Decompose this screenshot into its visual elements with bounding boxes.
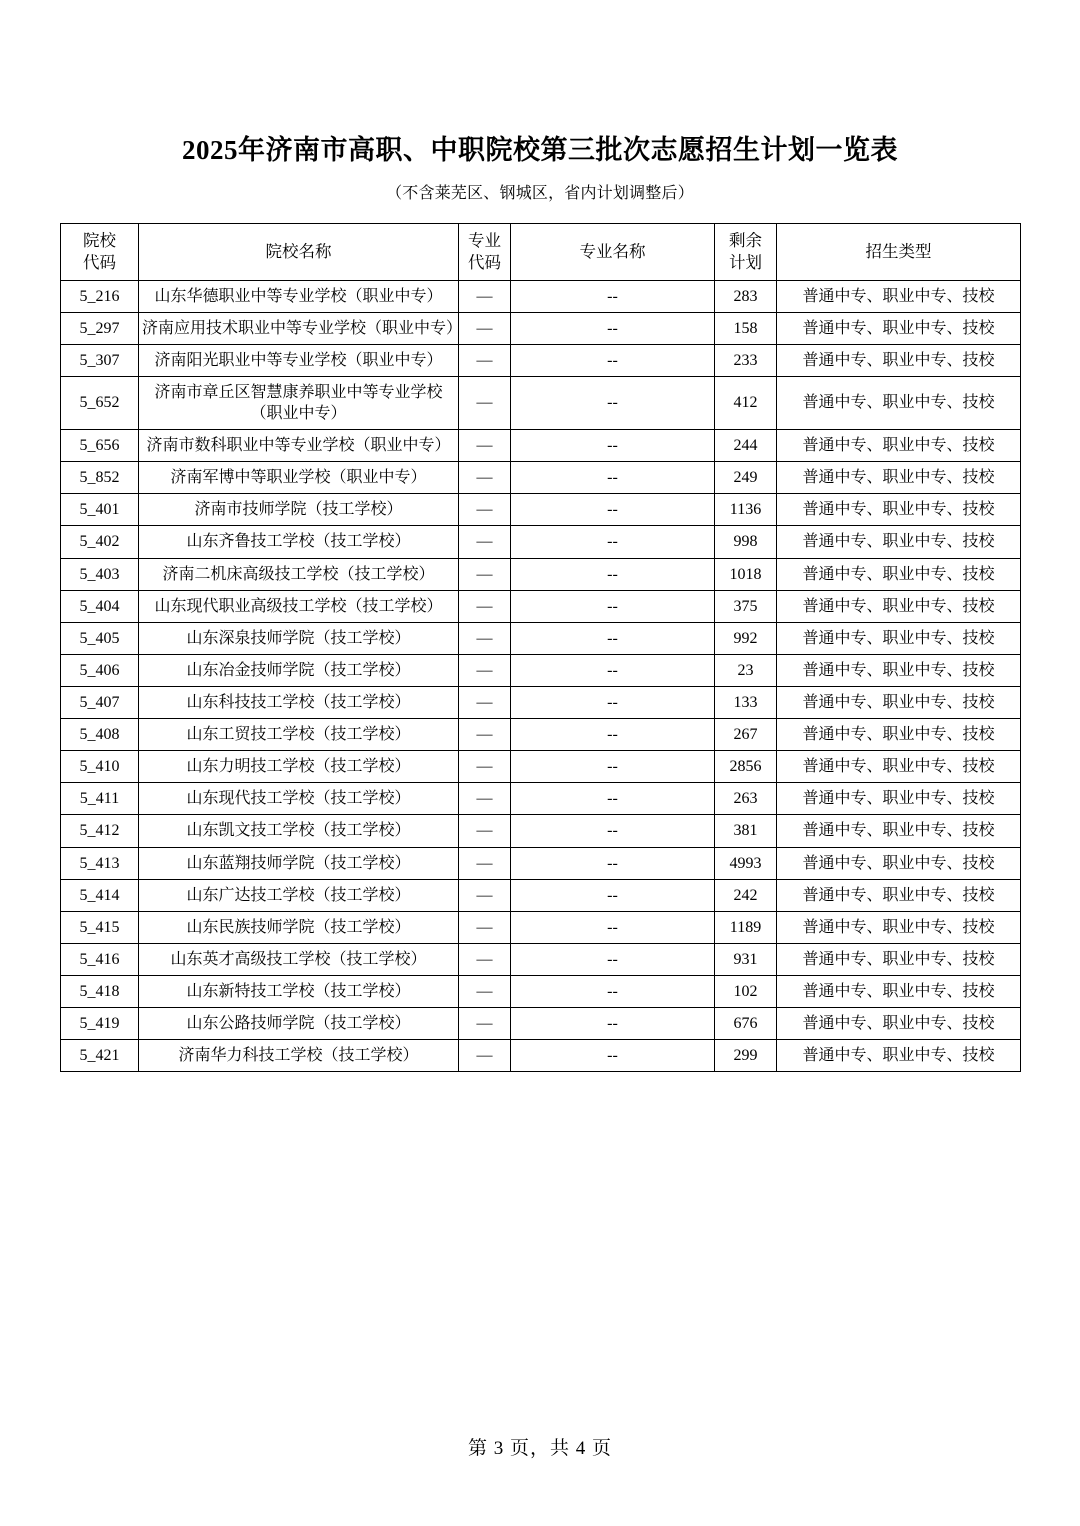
column-header-enroll-type: 招生类型 <box>777 224 1021 281</box>
cell-major-code: — <box>459 1040 511 1072</box>
cell-enroll-type: 普通中专、职业中专、技校 <box>777 526 1021 558</box>
cell-enroll-type: 普通中专、职业中专、技校 <box>777 879 1021 911</box>
cell-major-name: -- <box>511 622 715 654</box>
page-subtitle: （不含莱芜区、钢城区，省内计划调整后） <box>386 185 694 202</box>
cell-school-code: 5_410 <box>61 751 139 783</box>
column-header-major-code-line2: 代码 <box>468 252 501 272</box>
column-header-major-code <box>459 224 511 281</box>
cell-enroll-type: 普通中专、职业中专、技校 <box>777 654 1021 686</box>
cell-school-name: 济南应用技术职业中等专业学校（职业中专） <box>139 312 459 344</box>
cell-school-code: 5_412 <box>61 815 139 847</box>
cell-major-code: — <box>459 719 511 751</box>
cell-school-name: 济南军博中等职业学校（职业中专） <box>139 462 459 494</box>
table-row <box>61 376 1021 429</box>
cell-remaining-plan: 381 <box>715 815 777 847</box>
table-row <box>61 686 1021 718</box>
cell-school-name: 山东深泉技师学院（技工学校） <box>139 622 459 654</box>
cell-major-name: -- <box>511 590 715 622</box>
cell-major-name: -- <box>511 1008 715 1040</box>
cell-major-name: -- <box>511 344 715 376</box>
cell-remaining-plan: 1018 <box>715 558 777 590</box>
cell-school-code: 5_406 <box>61 654 139 686</box>
table-row <box>61 280 1021 312</box>
cell-enroll-type: 普通中专、职业中专、技校 <box>777 462 1021 494</box>
cell-enroll-type: 普通中专、职业中专、技校 <box>777 430 1021 462</box>
cell-major-name: -- <box>511 494 715 526</box>
cell-major-name: -- <box>511 975 715 1007</box>
table-row <box>61 847 1021 879</box>
cell-remaining-plan: 249 <box>715 462 777 494</box>
cell-school-code: 5_419 <box>61 1008 139 1040</box>
cell-major-code: — <box>459 815 511 847</box>
enrollment-plan-table <box>60 223 1021 1072</box>
cell-remaining-plan: 998 <box>715 526 777 558</box>
table-row <box>61 430 1021 462</box>
cell-school-name: 山东现代技工学校（技工学校） <box>139 783 459 815</box>
cell-school-name: 山东齐鲁技工学校（技工学校） <box>139 526 459 558</box>
cell-school-code: 5_852 <box>61 462 139 494</box>
cell-major-code: — <box>459 344 511 376</box>
column-header-major-name: 专业名称 <box>511 224 715 281</box>
cell-school-name: 济南阳光职业中等专业学校（职业中专） <box>139 344 459 376</box>
table-row <box>61 622 1021 654</box>
column-header-school-code-line2: 代码 <box>83 252 116 272</box>
cell-major-code: — <box>459 911 511 943</box>
cell-enroll-type: 普通中专、职业中专、技校 <box>777 751 1021 783</box>
table-row <box>61 815 1021 847</box>
table-row <box>61 879 1021 911</box>
cell-school-code: 5_411 <box>61 783 139 815</box>
cell-remaining-plan: 263 <box>715 783 777 815</box>
cell-major-code: — <box>459 462 511 494</box>
cell-remaining-plan: 299 <box>715 1040 777 1072</box>
cell-major-code: — <box>459 1008 511 1040</box>
cell-enroll-type: 普通中专、职业中专、技校 <box>777 783 1021 815</box>
cell-enroll-type: 普通中专、职业中专、技校 <box>777 719 1021 751</box>
column-header-school-name: 院校名称 <box>139 224 459 281</box>
cell-school-code: 5_307 <box>61 344 139 376</box>
cell-major-name: -- <box>511 526 715 558</box>
cell-school-code: 5_407 <box>61 686 139 718</box>
cell-remaining-plan: 992 <box>715 622 777 654</box>
cell-major-name: -- <box>511 911 715 943</box>
cell-major-name: -- <box>511 686 715 718</box>
table-row <box>61 751 1021 783</box>
cell-school-name: 山东凯文技工学校（技工学校） <box>139 815 459 847</box>
cell-school-name: 济南市章丘区智慧康养职业中等专业学校（职业中专） <box>139 376 459 429</box>
table-row <box>61 719 1021 751</box>
cell-enroll-type: 普通中专、职业中专、技校 <box>777 911 1021 943</box>
cell-school-name: 山东科技技工学校（技工学校） <box>139 686 459 718</box>
column-header-major-code-line1: 专业 <box>468 231 501 250</box>
cell-major-name: -- <box>511 719 715 751</box>
cell-school-name: 山东民族技师学院（技工学校） <box>139 911 459 943</box>
page-footer: 第 3 页，共 4 页 <box>467 1438 612 1459</box>
cell-remaining-plan: 267 <box>715 719 777 751</box>
cell-school-name: 山东冶金技师学院（技工学校） <box>139 654 459 686</box>
column-header-school-code-line1: 院校 <box>83 231 116 250</box>
table-row <box>61 1008 1021 1040</box>
page-title: 2025年济南市高职、中职院校第三批次志愿招生计划一览表 <box>182 135 898 165</box>
column-header-remaining-line2: 计划 <box>729 252 762 272</box>
cell-major-name: -- <box>511 654 715 686</box>
table-row <box>61 344 1021 376</box>
cell-school-name: 济南市技师学院（技工学校） <box>139 494 459 526</box>
cell-school-name: 济南二机床高级技工学校（技工学校） <box>139 558 459 590</box>
cell-school-name: 山东新特技工学校（技工学校） <box>139 975 459 1007</box>
cell-major-code: — <box>459 686 511 718</box>
cell-major-name: -- <box>511 879 715 911</box>
table-row <box>61 590 1021 622</box>
cell-school-name: 山东英才高级技工学校（技工学校） <box>139 943 459 975</box>
cell-remaining-plan: 412 <box>715 376 777 429</box>
cell-school-code: 5_404 <box>61 590 139 622</box>
table-row <box>61 975 1021 1007</box>
cell-remaining-plan: 375 <box>715 590 777 622</box>
cell-school-code: 5_415 <box>61 911 139 943</box>
cell-school-code: 5_413 <box>61 847 139 879</box>
cell-remaining-plan: 1189 <box>715 911 777 943</box>
cell-school-name: 山东现代职业高级技工学校（技工学校） <box>139 590 459 622</box>
cell-remaining-plan: 133 <box>715 686 777 718</box>
cell-enroll-type: 普通中专、职业中专、技校 <box>777 1040 1021 1072</box>
cell-major-name: -- <box>511 280 715 312</box>
table-body <box>61 280 1021 1072</box>
cell-school-name: 济南市数科职业中等专业学校（职业中专） <box>139 430 459 462</box>
cell-major-code: — <box>459 430 511 462</box>
cell-major-code: — <box>459 494 511 526</box>
cell-remaining-plan: 23 <box>715 654 777 686</box>
cell-enroll-type: 普通中专、职业中专、技校 <box>777 1008 1021 1040</box>
cell-major-code: — <box>459 558 511 590</box>
cell-remaining-plan: 4993 <box>715 847 777 879</box>
cell-major-code: — <box>459 654 511 686</box>
cell-enroll-type: 普通中专、职业中专、技校 <box>777 975 1021 1007</box>
cell-school-code: 5_216 <box>61 280 139 312</box>
column-header-school-code <box>61 224 139 281</box>
cell-school-code: 5_405 <box>61 622 139 654</box>
column-header-remaining <box>715 224 777 281</box>
cell-remaining-plan: 1136 <box>715 494 777 526</box>
cell-school-name: 山东力明技工学校（技工学校） <box>139 751 459 783</box>
cell-major-name: -- <box>511 376 715 429</box>
cell-major-code: — <box>459 751 511 783</box>
cell-remaining-plan: 283 <box>715 280 777 312</box>
table-row <box>61 943 1021 975</box>
cell-remaining-plan: 931 <box>715 943 777 975</box>
cell-major-name: -- <box>511 558 715 590</box>
cell-school-name: 山东工贸技工学校（技工学校） <box>139 719 459 751</box>
cell-remaining-plan: 102 <box>715 975 777 1007</box>
cell-major-code: — <box>459 526 511 558</box>
cell-remaining-plan: 233 <box>715 344 777 376</box>
cell-major-name: -- <box>511 815 715 847</box>
table-row <box>61 911 1021 943</box>
cell-enroll-type: 普通中专、职业中专、技校 <box>777 847 1021 879</box>
cell-school-code: 5_408 <box>61 719 139 751</box>
cell-major-name: -- <box>511 751 715 783</box>
cell-school-name: 山东广达技工学校（技工学校） <box>139 879 459 911</box>
cell-school-code: 5_297 <box>61 312 139 344</box>
table-row <box>61 312 1021 344</box>
cell-major-code: — <box>459 783 511 815</box>
cell-major-code: — <box>459 943 511 975</box>
cell-school-code: 5_418 <box>61 975 139 1007</box>
table-row <box>61 558 1021 590</box>
table-row <box>61 783 1021 815</box>
cell-school-code: 5_414 <box>61 879 139 911</box>
cell-major-name: -- <box>511 462 715 494</box>
cell-enroll-type: 普通中专、职业中专、技校 <box>777 686 1021 718</box>
table-row <box>61 1040 1021 1072</box>
cell-enroll-type: 普通中专、职业中专、技校 <box>777 558 1021 590</box>
cell-school-code: 5_402 <box>61 526 139 558</box>
cell-major-code: — <box>459 879 511 911</box>
cell-enroll-type: 普通中专、职业中专、技校 <box>777 622 1021 654</box>
cell-major-code: — <box>459 622 511 654</box>
cell-school-code: 5_656 <box>61 430 139 462</box>
cell-school-name: 济南华力科技工学校（技工学校） <box>139 1040 459 1072</box>
cell-major-name: -- <box>511 430 715 462</box>
cell-school-code: 5_416 <box>61 943 139 975</box>
table-row <box>61 654 1021 686</box>
table-header <box>61 224 1021 281</box>
cell-major-code: — <box>459 280 511 312</box>
cell-enroll-type: 普通中专、职业中专、技校 <box>777 590 1021 622</box>
cell-enroll-type: 普通中专、职业中专、技校 <box>777 943 1021 975</box>
table-row <box>61 494 1021 526</box>
cell-enroll-type: 普通中专、职业中专、技校 <box>777 815 1021 847</box>
cell-enroll-type: 普通中专、职业中专、技校 <box>777 280 1021 312</box>
cell-school-code: 5_403 <box>61 558 139 590</box>
cell-school-code: 5_652 <box>61 376 139 429</box>
cell-school-name: 山东公路技师学院（技工学校） <box>139 1008 459 1040</box>
cell-school-name: 山东华德职业中等专业学校（职业中专） <box>139 280 459 312</box>
cell-major-code: — <box>459 847 511 879</box>
plan-table-container <box>60 223 1020 1072</box>
cell-enroll-type: 普通中专、职业中专、技校 <box>777 494 1021 526</box>
cell-school-code: 5_401 <box>61 494 139 526</box>
cell-major-code: — <box>459 590 511 622</box>
cell-major-name: -- <box>511 943 715 975</box>
cell-major-code: — <box>459 312 511 344</box>
column-header-remaining-line1: 剩余 <box>729 231 762 250</box>
cell-enroll-type: 普通中专、职业中专、技校 <box>777 344 1021 376</box>
table-row <box>61 462 1021 494</box>
cell-enroll-type: 普通中专、职业中专、技校 <box>777 312 1021 344</box>
cell-major-code: — <box>459 376 511 429</box>
cell-major-code: — <box>459 975 511 1007</box>
cell-school-code: 5_421 <box>61 1040 139 1072</box>
cell-major-name: -- <box>511 312 715 344</box>
cell-major-name: -- <box>511 783 715 815</box>
table-header-row <box>61 224 1021 281</box>
cell-major-name: -- <box>511 1040 715 1072</box>
cell-major-name: -- <box>511 847 715 879</box>
cell-school-name: 山东蓝翔技师学院（技工学校） <box>139 847 459 879</box>
cell-remaining-plan: 244 <box>715 430 777 462</box>
cell-remaining-plan: 158 <box>715 312 777 344</box>
table-row <box>61 526 1021 558</box>
cell-remaining-plan: 676 <box>715 1008 777 1040</box>
cell-enroll-type: 普通中专、职业中专、技校 <box>777 376 1021 429</box>
cell-remaining-plan: 2856 <box>715 751 777 783</box>
cell-remaining-plan: 242 <box>715 879 777 911</box>
